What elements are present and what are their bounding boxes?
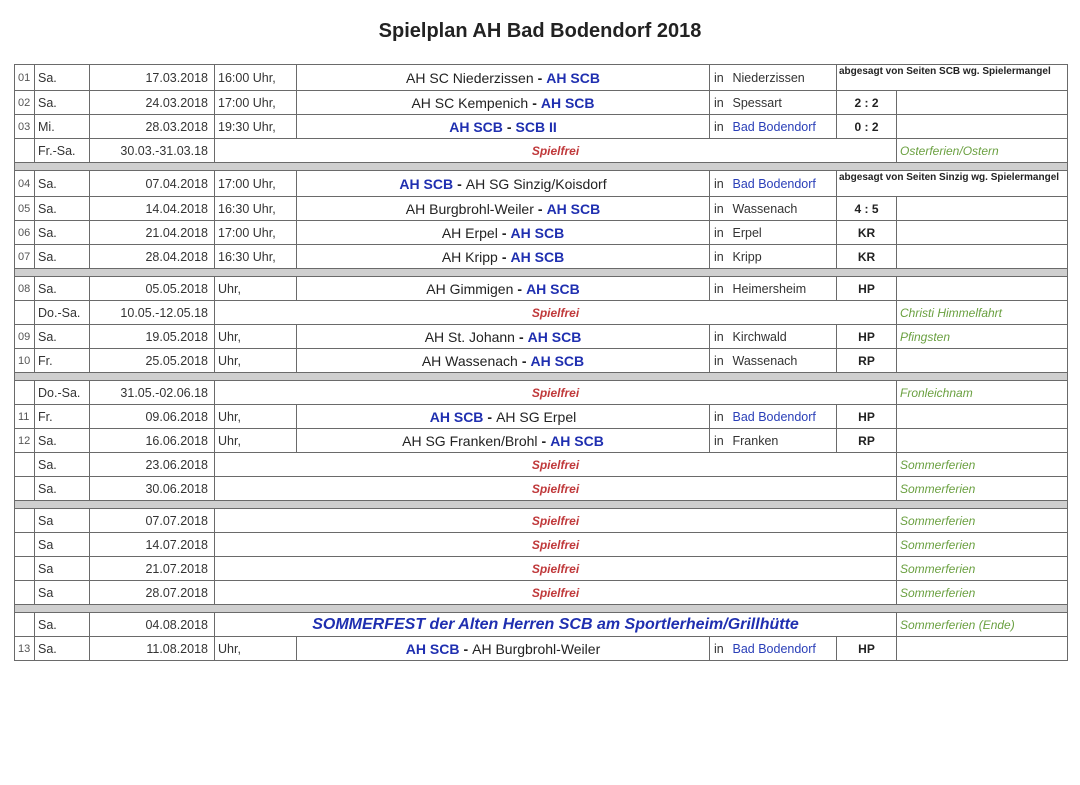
- match-day: Sa: [35, 533, 90, 557]
- away-team: SCB II: [515, 118, 557, 135]
- in-label: in: [710, 65, 730, 91]
- match-date: 16.06.2018: [90, 429, 215, 453]
- match-date: 23.06.2018: [90, 453, 215, 477]
- match-date: 21.07.2018: [90, 557, 215, 581]
- away-team: AH SCB: [546, 200, 601, 217]
- away-team: AH SCB: [527, 328, 582, 345]
- vs-separator: -: [537, 69, 543, 86]
- match-time: Uhr,: [215, 349, 297, 373]
- in-label: in: [710, 91, 730, 115]
- match-row: [15, 637, 1068, 661]
- match-location: Franken: [730, 429, 837, 453]
- match-date: 21.04.2018: [90, 221, 215, 245]
- match-result: KR: [837, 221, 897, 245]
- match-note: Sommerferien: [897, 453, 1068, 477]
- match-number: [15, 533, 35, 557]
- vs-separator: -: [487, 408, 493, 425]
- match-row: [15, 325, 1068, 349]
- match-date: 28.04.2018: [90, 245, 215, 269]
- match-result: KR: [837, 245, 897, 269]
- cancel-text: abgesagt von Seiten Sinzig wg. Spielermangel: [839, 172, 1060, 183]
- home-team: AH St. Johann: [424, 328, 515, 345]
- match-day: Sa: [35, 581, 90, 605]
- match-date: 25.05.2018: [90, 349, 215, 373]
- match-result: 0 : 2: [837, 115, 897, 139]
- vs-separator: -: [463, 640, 469, 657]
- home-team: AH SCB: [449, 118, 503, 135]
- in-label: in: [710, 277, 730, 301]
- match-row: [15, 277, 1068, 301]
- home-team: AH SC Kempenich: [411, 94, 529, 111]
- match-time: Uhr,: [215, 405, 297, 429]
- match-time: 17:00 Uhr,: [215, 91, 297, 115]
- match-note: Sommerferien (Ende): [897, 613, 1068, 637]
- separator-cell: [15, 373, 1068, 381]
- match-number: [15, 381, 35, 405]
- home-team: AH Burgbrohl-Weiler: [405, 200, 534, 217]
- match-day: Fr.-Sa.: [35, 139, 90, 163]
- match-time: 16:30 Uhr,: [215, 245, 297, 269]
- vs-separator: -: [518, 328, 524, 345]
- match-time: Uhr,: [215, 429, 297, 453]
- match-pairing: [297, 115, 710, 139]
- spielfrei-label: Spielfrei: [215, 139, 897, 163]
- vs-separator: -: [521, 352, 527, 369]
- match-note: Osterferien/Ostern: [897, 139, 1068, 163]
- match-number: [15, 139, 35, 163]
- match-day: Fr.: [35, 349, 90, 373]
- spielfrei-row: [15, 509, 1068, 533]
- match-time: 16:30 Uhr,: [215, 197, 297, 221]
- match-note: [897, 197, 1068, 221]
- match-time: 17:00 Uhr,: [215, 221, 297, 245]
- home-team: AH SCB: [429, 408, 484, 425]
- match-note: [897, 91, 1068, 115]
- separator-row: [15, 605, 1068, 613]
- match-day: Sa.: [35, 477, 90, 501]
- separator-cell: [15, 501, 1068, 509]
- match-note: [897, 245, 1068, 269]
- spielfrei-label: Spielfrei: [215, 509, 897, 533]
- vs-separator: -: [457, 175, 462, 192]
- match-result: RP: [837, 429, 897, 453]
- home-team: AH Gimmigen: [426, 280, 514, 297]
- away-team: AH SCB: [510, 224, 565, 241]
- in-label: in: [710, 405, 730, 429]
- match-note: Fronleichnam: [897, 381, 1068, 405]
- spielfrei-row: [15, 533, 1068, 557]
- in-label: in: [710, 245, 730, 269]
- match-pairing: [297, 349, 710, 373]
- match-number: 13: [15, 637, 35, 661]
- match-number: 08: [15, 277, 35, 301]
- match-day: Sa.: [35, 637, 90, 661]
- in-label: in: [710, 221, 730, 245]
- match-note: Pfingsten: [897, 325, 1068, 349]
- match-date: 30.06.2018: [90, 477, 215, 501]
- vs-separator: -: [501, 224, 507, 241]
- schedule-body: [15, 65, 1068, 661]
- match-pairing: [297, 637, 710, 661]
- match-time: 16:00 Uhr,: [215, 65, 297, 91]
- cancel-note: [837, 65, 1068, 91]
- match-row: [15, 65, 1068, 91]
- in-label: in: [710, 637, 730, 661]
- match-date: 14.04.2018: [90, 197, 215, 221]
- vs-separator: -: [506, 118, 512, 135]
- spielfrei-label: Spielfrei: [215, 477, 897, 501]
- match-pairing: [297, 65, 710, 91]
- match-day: Fr.: [35, 405, 90, 429]
- match-number: [15, 557, 35, 581]
- match-day: Sa.: [35, 221, 90, 245]
- match-result: HP: [837, 405, 897, 429]
- match-location: Bad Bodendorf: [730, 115, 837, 139]
- away-team: AH SCB: [550, 432, 604, 449]
- away-team: AH SG Sinzig/Koisdorf: [465, 175, 607, 192]
- match-number: 04: [15, 171, 35, 197]
- match-location: Kripp: [730, 245, 837, 269]
- separator-row: [15, 163, 1068, 171]
- home-team: AH SCB: [405, 640, 460, 657]
- spielfrei-label: Spielfrei: [215, 581, 897, 605]
- match-pairing: [297, 277, 710, 301]
- match-time: Uhr,: [215, 325, 297, 349]
- match-number: 09: [15, 325, 35, 349]
- away-team: AH SCB: [540, 94, 595, 111]
- match-location: Erpel: [730, 221, 837, 245]
- match-day: Sa.: [35, 91, 90, 115]
- in-label: in: [710, 349, 730, 373]
- match-pairing: [297, 197, 710, 221]
- in-label: in: [710, 197, 730, 221]
- separator-cell: [15, 163, 1068, 171]
- match-row: [15, 197, 1068, 221]
- match-number: [15, 477, 35, 501]
- match-day: Sa.: [35, 453, 90, 477]
- match-note: Sommerferien: [897, 509, 1068, 533]
- match-number: 01: [15, 65, 35, 91]
- away-team: AH SCB: [526, 280, 580, 297]
- match-pairing: [297, 405, 710, 429]
- home-team: AH Wassenach: [421, 352, 518, 369]
- match-day: Sa.: [35, 65, 90, 91]
- spielfrei-label: Spielfrei: [215, 453, 897, 477]
- match-row: [15, 245, 1068, 269]
- match-date: 14.07.2018: [90, 533, 215, 557]
- match-date: 31.05.-02.06.18: [90, 381, 215, 405]
- match-note: Sommerferien: [897, 477, 1068, 501]
- in-label: in: [710, 325, 730, 349]
- match-result: RP: [837, 349, 897, 373]
- separator-cell: [15, 269, 1068, 277]
- match-row: [15, 221, 1068, 245]
- spielfrei-row: [15, 381, 1068, 405]
- match-note: [897, 115, 1068, 139]
- match-date: 11.08.2018: [90, 637, 215, 661]
- match-location: Wassenach: [730, 349, 837, 373]
- event-label: SOMMERFEST der Alten Herren SCB am Sportlerheim/Grillhütte: [215, 613, 897, 637]
- match-date: 09.06.2018: [90, 405, 215, 429]
- away-team: AH SG Erpel: [496, 408, 577, 425]
- spielfrei-row: [15, 557, 1068, 581]
- match-pairing: [297, 221, 710, 245]
- match-day: Sa.: [35, 429, 90, 453]
- match-result: HP: [837, 637, 897, 661]
- match-note: Sommerferien: [897, 533, 1068, 557]
- match-date: 28.07.2018: [90, 581, 215, 605]
- match-pairing: [297, 171, 710, 197]
- match-number: [15, 613, 35, 637]
- vs-separator: -: [532, 94, 537, 111]
- match-date: 05.05.2018: [90, 277, 215, 301]
- match-number: 07: [15, 245, 35, 269]
- match-note: [897, 429, 1068, 453]
- match-day: Sa: [35, 557, 90, 581]
- spielfrei-row: [15, 581, 1068, 605]
- match-number: 12: [15, 429, 35, 453]
- match-time: 17:00 Uhr,: [215, 171, 297, 197]
- home-team: AH SG Franken/Brohl: [402, 432, 538, 449]
- separator-cell: [15, 605, 1068, 613]
- in-label: in: [710, 115, 730, 139]
- match-number: 03: [15, 115, 35, 139]
- home-team: AH SCB: [399, 175, 454, 192]
- match-number: [15, 581, 35, 605]
- match-number: 06: [15, 221, 35, 245]
- match-date: 19.05.2018: [90, 325, 215, 349]
- match-result: HP: [837, 325, 897, 349]
- spielfrei-row: [15, 477, 1068, 501]
- match-pairing: [297, 429, 710, 453]
- match-note: [897, 221, 1068, 245]
- spielfrei-row: [15, 453, 1068, 477]
- match-row: [15, 429, 1068, 453]
- match-day: Do.-Sa.: [35, 301, 90, 325]
- page-title: Spielplan AH Bad Bodendorf 2018: [378, 20, 702, 42]
- away-team: AH Burgbrohl-Weiler: [472, 640, 601, 657]
- event-row: [15, 613, 1068, 637]
- match-day: Sa: [35, 509, 90, 533]
- match-number: [15, 509, 35, 533]
- match-number: 11: [15, 405, 35, 429]
- home-team: AH SC Niederzissen: [406, 69, 534, 86]
- vs-separator: -: [541, 432, 547, 449]
- match-location: Bad Bodendorf: [730, 637, 837, 661]
- match-day: Sa.: [35, 613, 90, 637]
- match-location: Bad Bodendorf: [730, 405, 837, 429]
- match-date: 30.03.-31.03.18: [90, 139, 215, 163]
- away-team: AH SCB: [546, 69, 600, 86]
- match-result: 4 : 5: [837, 197, 897, 221]
- vs-separator: -: [517, 280, 523, 297]
- spielfrei-label: Spielfrei: [215, 381, 897, 405]
- schedule-table: [14, 64, 1068, 661]
- match-note: Christi Himmelfahrt: [897, 301, 1068, 325]
- match-note: [897, 405, 1068, 429]
- home-team: AH Erpel: [441, 224, 498, 241]
- match-result: 2 : 2: [837, 91, 897, 115]
- match-day: Do.-Sa.: [35, 381, 90, 405]
- match-row: [15, 349, 1068, 373]
- cancel-note: [837, 171, 1068, 197]
- match-note: Sommerferien: [897, 581, 1068, 605]
- match-day: Mi.: [35, 115, 90, 139]
- match-location: Kirchwald: [730, 325, 837, 349]
- match-day: Sa.: [35, 171, 90, 197]
- in-label: in: [710, 171, 730, 197]
- separator-row: [15, 373, 1068, 381]
- match-day: Sa.: [35, 245, 90, 269]
- away-team: AH SCB: [530, 352, 585, 369]
- match-number: 05: [15, 197, 35, 221]
- match-row: [15, 405, 1068, 429]
- match-location: Bad Bodendorf: [730, 171, 837, 197]
- match-note: [897, 637, 1068, 661]
- match-day: Sa.: [35, 197, 90, 221]
- match-location: Heimersheim: [730, 277, 837, 301]
- spielfrei-label: Spielfrei: [215, 301, 897, 325]
- match-date: 07.04.2018: [90, 171, 215, 197]
- match-result: HP: [837, 277, 897, 301]
- match-location: Wassenach: [730, 197, 837, 221]
- separator-row: [15, 269, 1068, 277]
- match-number: 02: [15, 91, 35, 115]
- match-time: Uhr,: [215, 277, 297, 301]
- cancel-text: abgesagt von Seiten SCB wg. Spielermangel: [839, 66, 1051, 77]
- match-note: [897, 349, 1068, 373]
- separator-row: [15, 501, 1068, 509]
- match-location: Niederzissen: [730, 65, 837, 91]
- away-team: AH SCB: [510, 248, 565, 265]
- match-note: [897, 277, 1068, 301]
- match-time: 19:30 Uhr,: [215, 115, 297, 139]
- match-date: 10.05.-12.05.18: [90, 301, 215, 325]
- spielfrei-label: Spielfrei: [215, 533, 897, 557]
- match-pairing: [297, 325, 710, 349]
- match-location: Spessart: [730, 91, 837, 115]
- match-row: [15, 171, 1068, 197]
- match-date: 24.03.2018: [90, 91, 215, 115]
- spielfrei-label: Spielfrei: [215, 557, 897, 581]
- match-row: [15, 91, 1068, 115]
- vs-separator: -: [537, 200, 543, 217]
- match-note: Sommerferien: [897, 557, 1068, 581]
- match-time: Uhr,: [215, 637, 297, 661]
- spielfrei-row: [15, 301, 1068, 325]
- spielfrei-row: [15, 139, 1068, 163]
- match-date: 17.03.2018: [90, 65, 215, 91]
- match-number: 10: [15, 349, 35, 373]
- in-label: in: [710, 429, 730, 453]
- match-day: Sa.: [35, 277, 90, 301]
- match-date: 28.03.2018: [90, 115, 215, 139]
- vs-separator: -: [501, 248, 507, 265]
- match-number: [15, 453, 35, 477]
- home-team: AH Kripp: [441, 248, 498, 265]
- match-row: [15, 115, 1068, 139]
- match-pairing: [297, 245, 710, 269]
- match-pairing: [297, 91, 710, 115]
- match-date: 07.07.2018: [90, 509, 215, 533]
- match-date: 04.08.2018: [90, 613, 215, 637]
- match-number: [15, 301, 35, 325]
- match-day: Sa.: [35, 325, 90, 349]
